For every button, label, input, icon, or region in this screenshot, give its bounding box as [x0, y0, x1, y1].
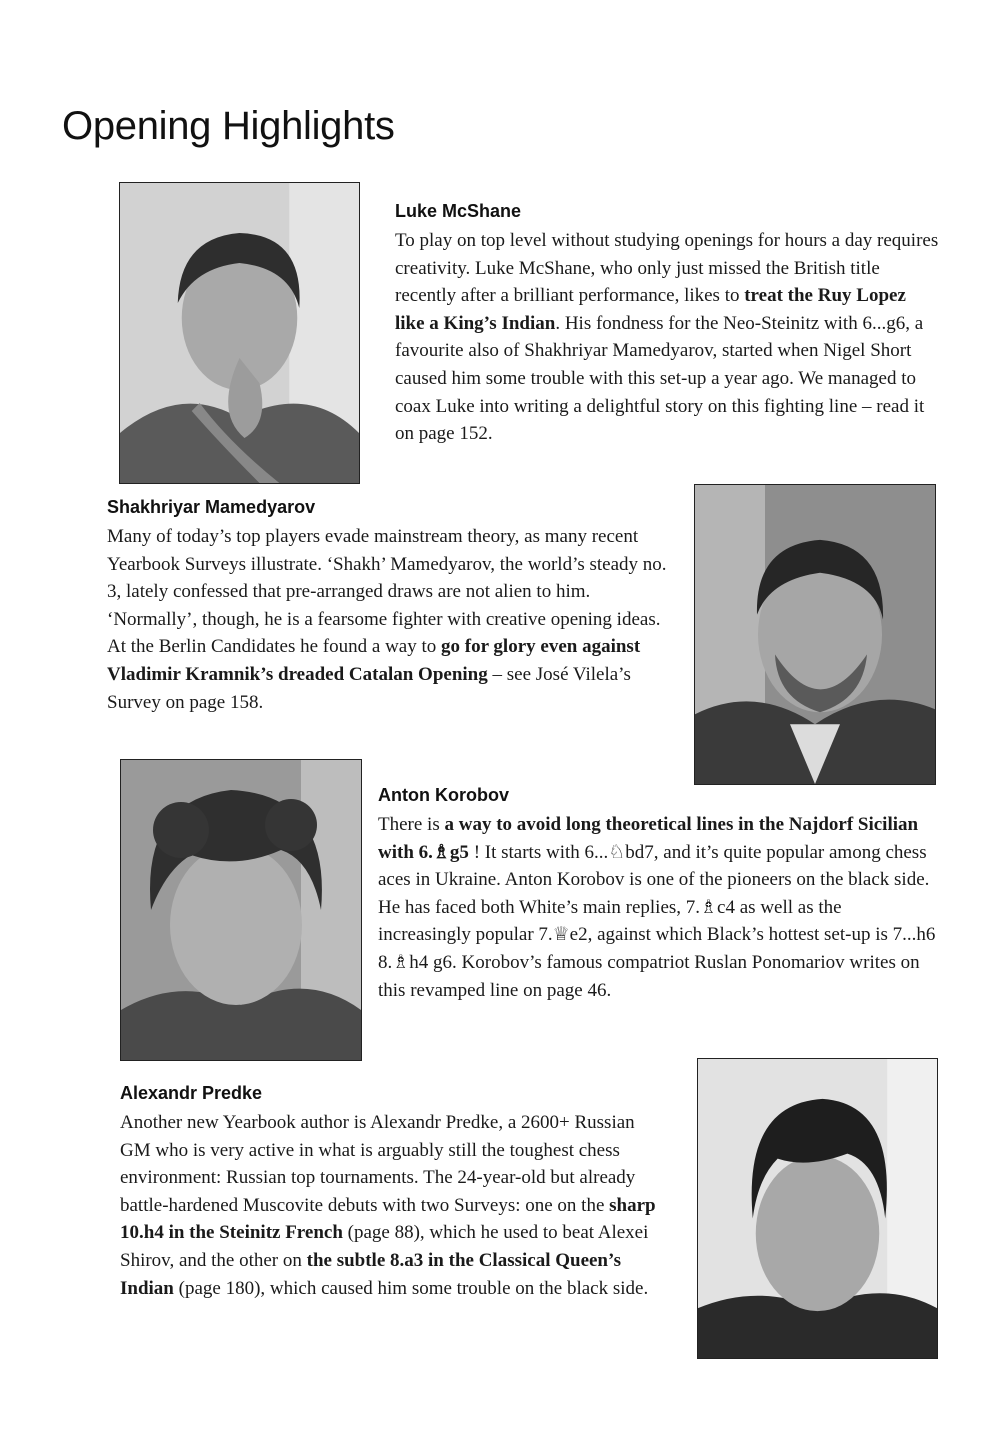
profile-paragraph	[107, 523, 667, 716]
page-title: Opening Highlights	[62, 104, 395, 148]
portrait-photo-korobov	[120, 759, 362, 1061]
text-run: (page 88), which he used to beat Alexei Shirov, and the other on	[120, 1222, 649, 1271]
portrait-photo-predke	[697, 1058, 938, 1359]
profile-paragraph	[378, 811, 938, 1004]
text-run-bold: sharp 10.h4 in the Steinitz French	[120, 1194, 656, 1244]
text-run-bold: go for glory even against Vladimir Kramnik’s dreaded Catalan Opening	[107, 636, 641, 685]
text-run-bold: a way to avoid long theoretical lines in the Najdorf Sicilian with 6.♗g5	[378, 814, 919, 863]
text-run: To play on top level without studying openings for hours a day requires creativity. Luke McShane, who only just missed the British title recently after a brilliant performance, likes to	[395, 230, 939, 307]
profile-predke	[120, 1082, 668, 1302]
profile-name: Anton Korobov	[378, 785, 509, 805]
profile-name: Luke McShane	[395, 201, 522, 221]
text-run: ! It starts with 6...♘bd7, and it’s quite popular among chess aces in Ukraine. Anton Korobov is one of the pioneers on the black side. He has faced both White’s main replies, 7.♗c4 as well as the increasingly popular 7.♕e2, against which Black’s hottest set-up is 7...h6 8.♗h4 g6. Korobov’s famous compatriot Ruslan Ponomariov writes on this revamped line on page 46.	[378, 841, 936, 1001]
text-run: (page 180), which caused him some trouble on the black side.	[173, 1277, 649, 1299]
portrait-photo-icon	[695, 485, 935, 784]
text-run: Many of today’s top players evade mainstream theory, as many recent Yearbook Surveys illustrate. ‘Shakh’ Mamedyarov, the world’s steady no. 3, lately confessed that pre-arranged draws are not alien to him. ‘Normally’, though, he is a fearsome fighter with creative opening ideas. At the Berlin Candidates he found a way to	[107, 526, 667, 658]
portrait-photo-mamedyarov	[694, 484, 936, 785]
portrait-photo-mcshane	[119, 182, 360, 484]
text-run: Another new Yearbook author is Alexandr Predke, a 2600+ Russian GM who is very active in what is arguably still the toughest chess environment: Russian top tournaments. The 24-year-old but already battle-hardened Muscovite debuts with two Surveys: one on the	[120, 1112, 636, 1216]
portrait-photo-icon	[120, 183, 359, 483]
text-run-bold: the subtle 8.a3 in the Classical Queen’s Indian	[120, 1249, 622, 1299]
profile-name: Alexandr Predke	[120, 1083, 263, 1103]
profile-mcshane	[395, 200, 940, 448]
profile-paragraph	[120, 1109, 668, 1302]
profile-paragraph	[395, 227, 940, 448]
portrait-photo-icon	[121, 760, 361, 1060]
profile-korobov	[378, 784, 938, 1004]
profile-name: Shakhriyar Mamedyarov	[107, 497, 316, 517]
text-run: . His fondness for the Neo-Steinitz with 6...g6, a favourite also of Shakhriyar Mamedyarov, started when Nigel Short caused him some trouble with this set-up a year ago. We managed to coax Luke into writing a delightful story on this fighting line – read it on page 152.	[395, 312, 925, 445]
portrait-photo-icon	[698, 1059, 937, 1358]
profile-mamedyarov	[107, 496, 667, 716]
text-run: There is	[378, 814, 445, 835]
text-run-bold: treat the Ruy Lopez like a King’s Indian	[395, 285, 906, 334]
text-run: – see José Vilela’s Survey on page 158.	[107, 663, 631, 713]
